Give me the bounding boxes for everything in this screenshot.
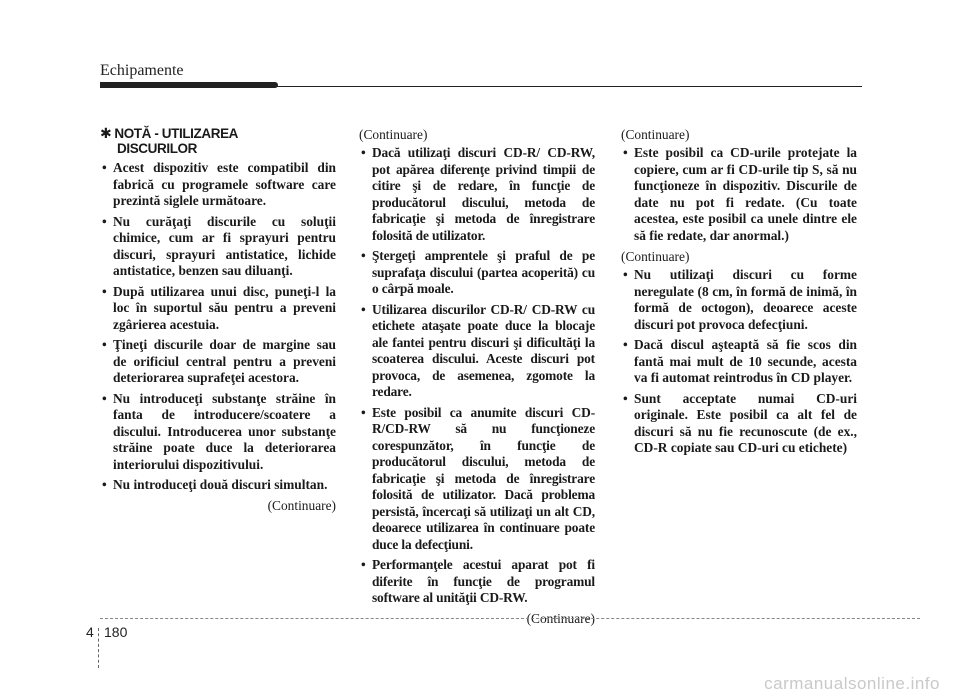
page-number-value: 180 [104,624,128,640]
continued-header: (Continuare) [359,127,428,142]
watermark: carmanualsonline.info [764,674,940,693]
list-item: • Este posibil ca CD-urile protejate la copiere, cum ar fi CD-urile tip S, să nu funcţioneze în dispozitiv. Discurile de date nu pot fi redate. (Cu toate acestea, este posibil ca unele dintre ele să fie redate, dar anormal.) [621,145,857,244]
section-title: Echipamente [100,62,184,79]
list-item: • Nu introduceţi două discuri simultan. [100,477,336,494]
continued-header: (Continuare) [621,249,690,264]
bullet-list-3a [621,145,857,244]
header-rule [100,86,862,87]
footer-divider [100,618,920,619]
list-item: • Nu curăţaţi discurile cu soluţii chimice, cum ar fi sprayuri pentru discuri, sprayuri antistatice, lichide antistatice, benzen sau diluanţi. [100,214,336,280]
column-3 [621,126,857,461]
bullet-list-2 [359,145,595,607]
column-1 [100,126,336,514]
section-number: 4 [86,624,94,640]
list-item: • Ţineţi discurile doar de margine sau de orificiul central pentru a preveni deteriorarea suprafeţei acestora. [100,337,336,387]
list-item: • Sunt acceptate numai CD-uri originale. Este posibil ca alt fel de discuri să nu fie recunoscute (de ex., CD-R copiate sau CD-uri cu etichete) [621,391,857,457]
list-item: • Dacă discul aşteaptă să fie scos din fantă mai mult de 10 secunde, acesta va fi automat reintrodus în CD player. [621,337,857,387]
list-item: • Utilizarea discurilor CD-R/ CD-RW cu etichete ataşate poate duce la blocaje ale fantei pentru discuri şi dificultăţi la scoaterea discului. Aceste discuri pot provoca, de asemenea, zgomote la redare. [359,302,595,401]
list-item: • Performanţele acestui aparat pot fi diferite în funcţie de programul software al unităţii CD-RW. [359,557,595,607]
note-heading [100,126,336,156]
list-item: • Dacă utilizaţi discuri CD-R/ CD-RW, pot apărea diferenţe privind timpii de citire şi de redare, în funcţie de producătorul discului, metoda de fabricaţie şi metoda de înregistrare folosită de utilizator. [359,145,595,244]
bullet-list-1 [100,160,336,494]
continued-label: (Continuare) [267,497,336,513]
header-rule-accent [100,82,278,88]
continued-label: (Continuare) [526,610,595,626]
column-2 [359,126,595,627]
page-number [86,624,127,640]
list-item: • După utilizarea unui disc, puneţi-l la loc în suportul său pentru a preveni zgârierea acestuia. [100,284,336,334]
list-item: • Acest dispozitiv este compatibil din fabrică cu programele software care prezintă siglele următoare. [100,160,336,210]
continued-header: (Continuare) [621,127,690,142]
bullet-list-3b [621,267,857,457]
list-item: • Ştergeţi amprentele şi praful de pe suprafaţa discului (partea acoperită) cu o cârpă moale. [359,248,595,298]
note-star-icon: ✱ [100,125,112,141]
list-item: • Este posibil ca anumite discuri CD-R/CD-RW să nu funcţioneze corespunzător, în funcţie de producătorul discului, metoda de fabricaţie şi metoda de înregistrare folosită de utilizator. Dacă problema persistă, încercaţi să utilizaţi un alt CD, deoarece utilizarea în continuare poate duce la defecţiuni. [359,405,595,554]
list-item: • Nu introduceţi substanţe străine în fanta de introducere/scoatere a discului. Introducerea unor substanţe străine poate duce la deteriorarea interiorului dispozitivului. [100,391,336,474]
note-title-line1: NOTĂ - UTILIZAREA [114,126,239,141]
list-item: • Nu utilizaţi discuri cu forme neregulate (8 cm, în formă de inimă, în formă de octogon), deoarece aceste discuri pot provoca defecţiuni. [621,267,857,333]
note-title-line2: DISCURILOR [117,141,197,156]
